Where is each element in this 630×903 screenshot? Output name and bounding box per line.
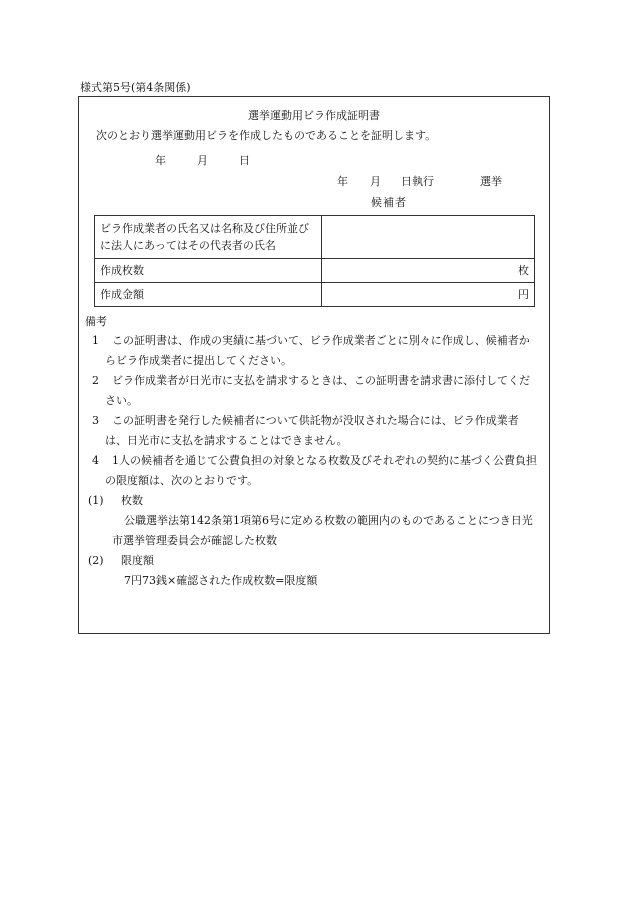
remarks-heading: 備考 (85, 315, 107, 328)
sub-item-quantity (85, 491, 543, 511)
election-info (337, 173, 502, 189)
table-row (95, 259, 535, 283)
remark-item (85, 371, 543, 411)
candidate-label: 候補者 (371, 196, 407, 209)
form-title: 選挙運動用ビラ作成証明書 (248, 109, 380, 122)
quantity-description: 公職選挙法第142条第1項第6号に定める枚数の範囲内のものであることにつき日光市選挙管理委員会が確認した枚数 (112, 514, 533, 547)
sub-item-label: 枚数 (121, 494, 143, 507)
amount-label: 作成金額 (95, 283, 322, 307)
sub-item-text (85, 511, 543, 551)
remark-number: 2 (92, 374, 99, 387)
limit-formula: 7円73銭×確認された作成枚数=限度額 (124, 574, 318, 587)
table-row (95, 216, 535, 259)
remark-item (85, 451, 543, 491)
date-day: 日 (239, 154, 250, 167)
election-year: 年 (337, 175, 348, 188)
issue-date (155, 152, 250, 168)
sub-item-number: (2) (88, 554, 104, 567)
remarks-section (85, 313, 543, 591)
contractor-table (94, 215, 535, 307)
remark-number: 4 (92, 454, 99, 467)
contractor-name-label: ビラ作成業者の氏名又は名称及び住所並びに法人にあってはその代表者の氏名 (95, 216, 322, 259)
quantity-unit: 枚 (322, 259, 535, 283)
remark-text: この証明書を発行した候補者について供託物が没収された場合には、ビラ作成業者は、日光市に支払を請求することはできません。 (105, 414, 519, 447)
sub-item-label: 限度額 (121, 554, 154, 567)
quantity-label: 作成枚数 (95, 259, 322, 283)
remark-text: 1人の候補者を通じて公費負担の対象となる枚数及びそれぞれの契約に基づく公費負担の限度額は、次のとおりです。 (105, 454, 537, 487)
election-name: 選挙 (480, 175, 502, 188)
remark-text: この証明書は、作成の実績に基づいて、ビラ作成業者ごとに別々に作成し、候補者からビラ作成業者に提出してください。 (105, 334, 530, 367)
election-month: 月 (370, 175, 381, 188)
date-month: 月 (197, 154, 208, 167)
sub-item-number: (1) (88, 494, 104, 507)
remark-item (85, 331, 543, 371)
contractor-name-value (322, 216, 535, 259)
remark-item (85, 411, 543, 451)
date-year: 年 (155, 154, 166, 167)
table-row (95, 283, 535, 307)
certification-statement: 次のとおり選挙運動用ビラを作成したものであることを証明します。 (96, 129, 437, 142)
remark-number: 1 (92, 334, 99, 347)
amount-unit: 円 (322, 283, 535, 307)
remark-text: ビラ作成業者が日光市に支払を請求するときは、この証明書を請求書に添付してください。 (105, 374, 530, 407)
certificate-form (78, 96, 550, 634)
form-number-label: 様式第5号(第4条関係) (80, 81, 191, 94)
remark-number: 3 (92, 414, 99, 427)
election-day-held: 日執行 (401, 175, 434, 188)
sub-item-limit (85, 551, 543, 571)
